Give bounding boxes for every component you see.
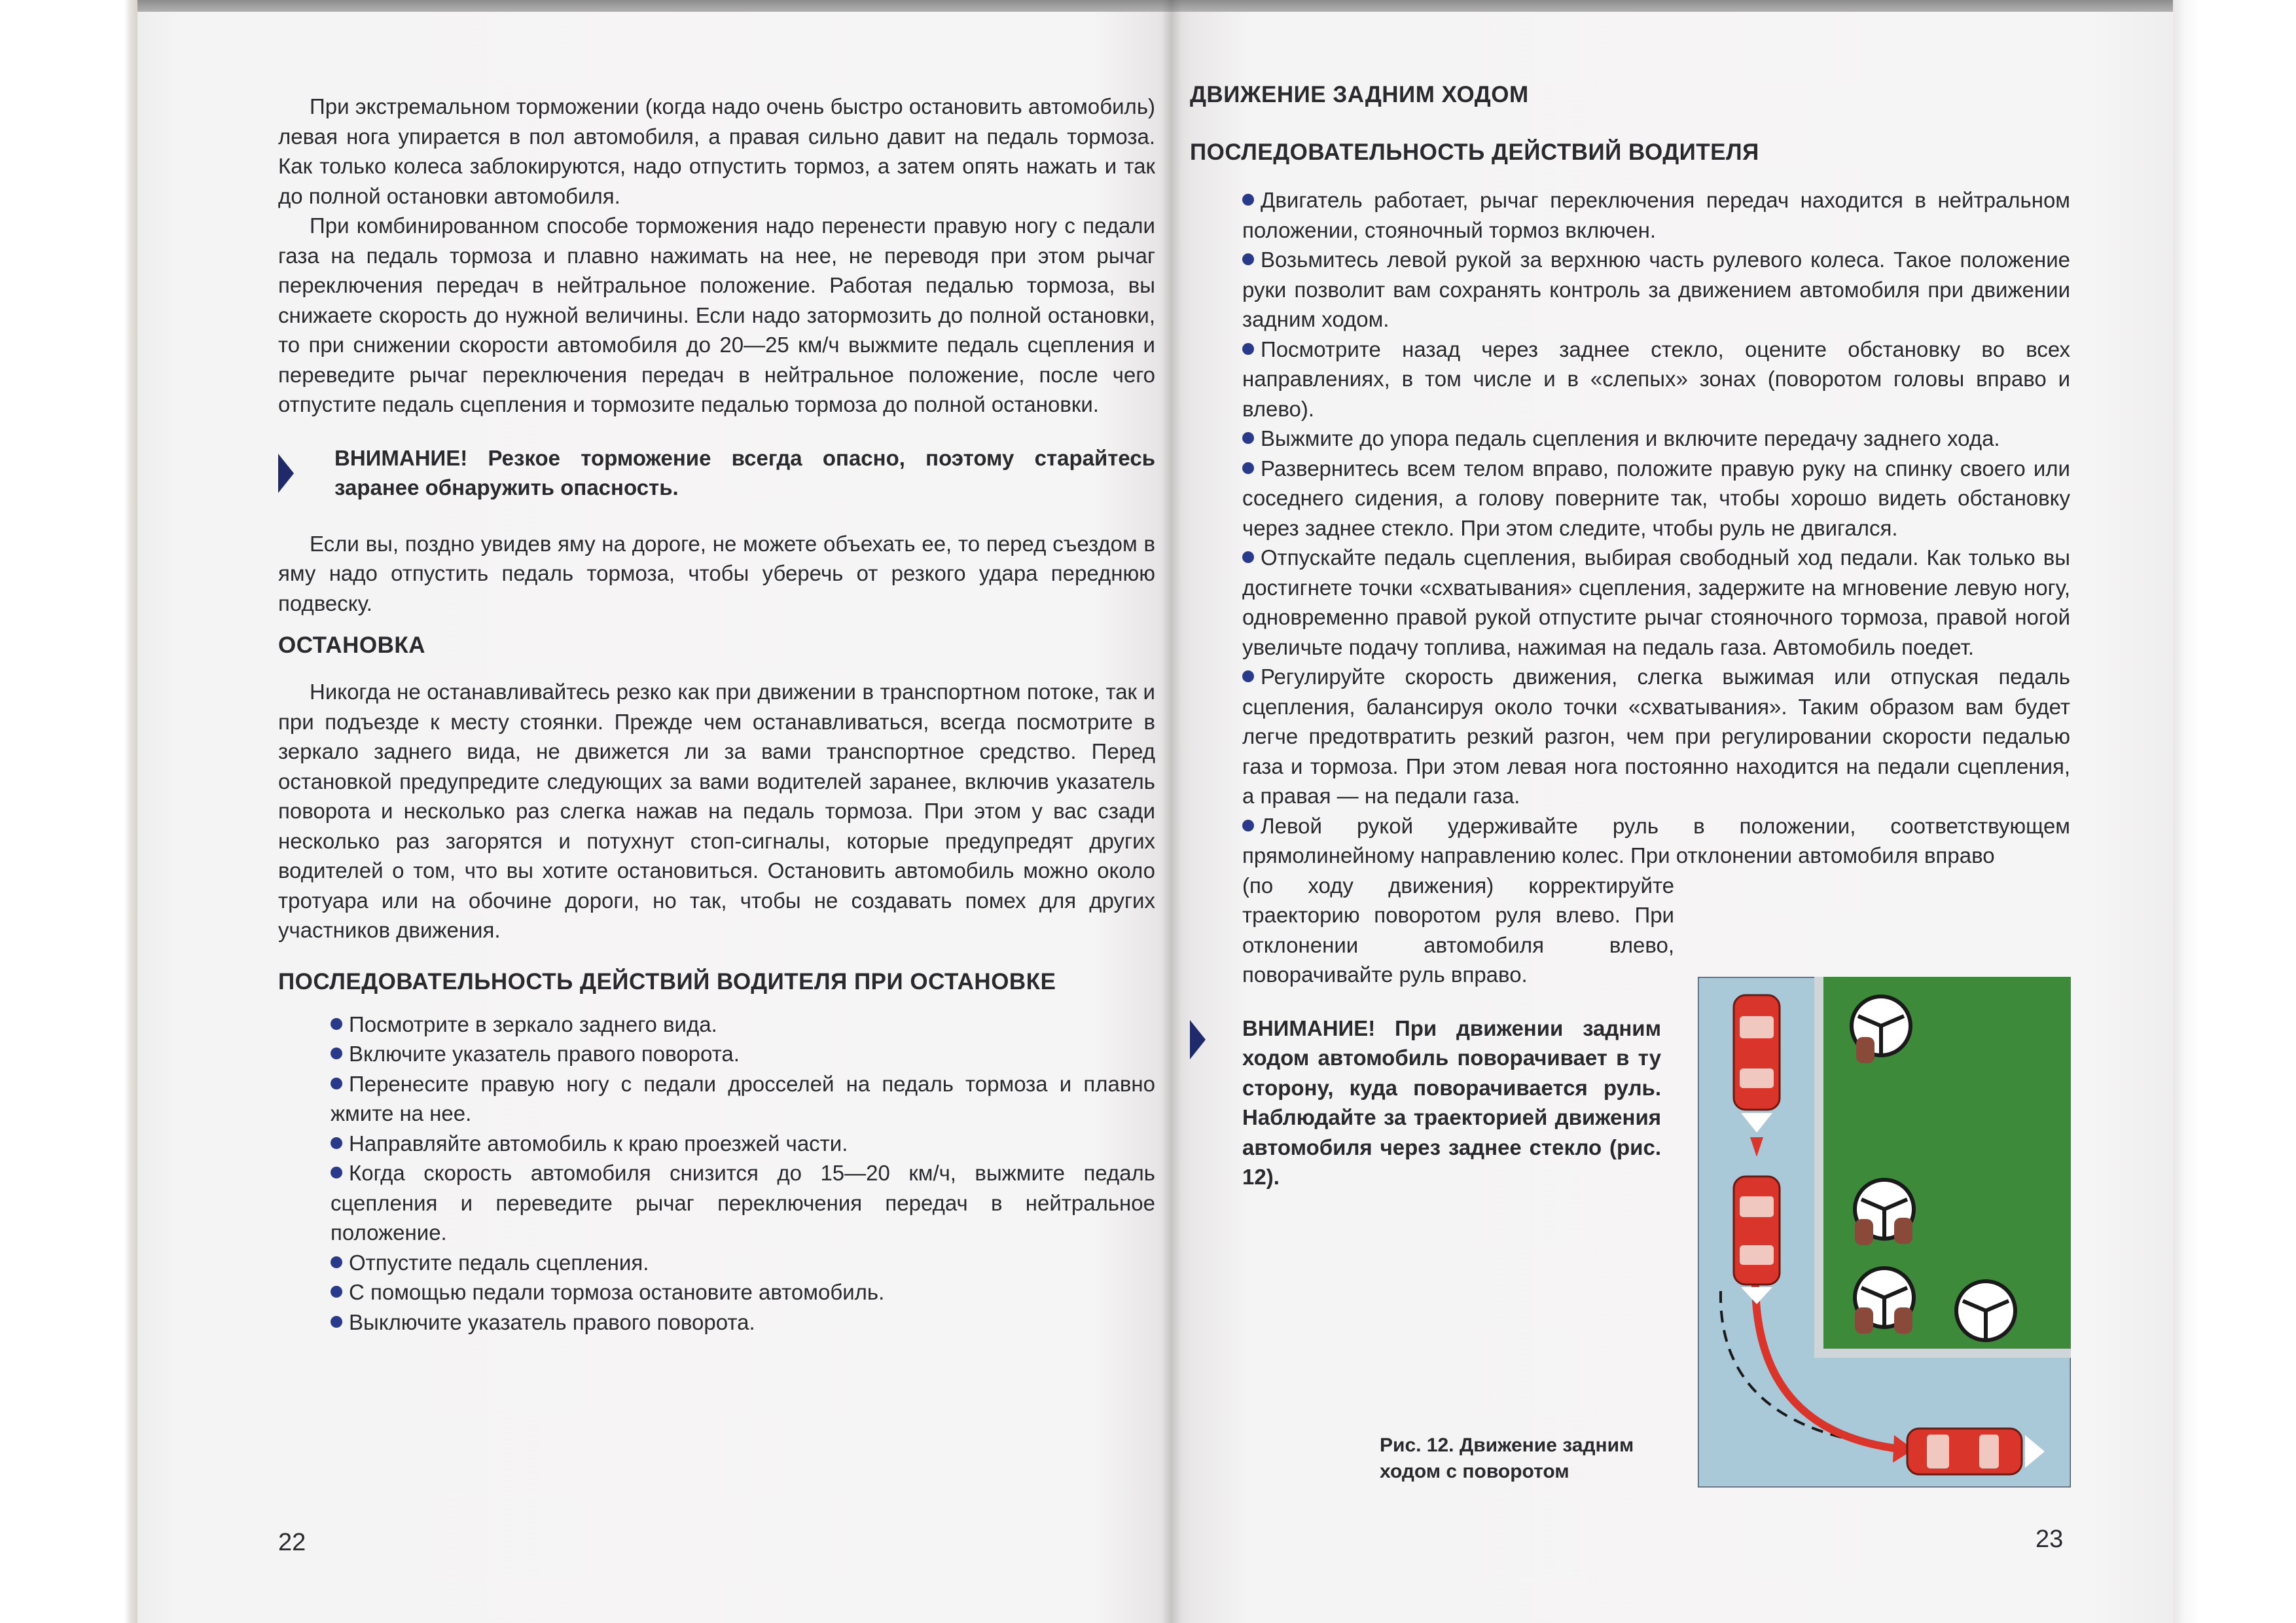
figure-curb-horizontal [1814,1349,2071,1358]
list-item: С помощью педали тормоза остановите автомобиль. [331,1277,1155,1307]
paragraph-extreme-braking: При экстремальном торможении (когда надо очень быстро остановить автомобиль) левая нога упирается в пол автомобиля, а правая сильно давит на педаль тормоза. Как только колеса заблокируются, надо отпустить тормоз, а затем опять нажать и так до полной остановки автомобиля. [278,94,1155,208]
heading-reverse: ДВИЖЕНИЕ ЗАДНИМ ХОДОМ [1190,82,1529,107]
triangle-right-icon [278,454,294,493]
list-item: Левой рукой удерживайте руль в положении, соответствующем прямолинейному направлению колес. При отклонении автомобиля вправо [1242,813,2070,867]
list-item: Когда скорость автомобиля снизится до 15—20 км/ч, выжмите педаль сцепления и переведите рычаг переключения передач в нейтральное положение. [331,1161,1155,1245]
bullet-icon [331,1316,342,1328]
list-item: Отпустите педаль сцепления. [331,1248,1155,1278]
list-item: Посмотрите в зеркало заднего вида. [331,1010,1155,1040]
attention-text-braking: ВНИМАНИЕ! Резкое торможение всегда опасно, поэтому старайтесь заранее обнаружить опасность. [334,445,1155,500]
bullet-icon [331,1137,342,1149]
list-item: Перенесите правую ногу с педали дросселей на педаль тормоза и плавно жмите на нее. [331,1071,1155,1125]
page-number-right: 23 [2036,1525,2064,1553]
figure-caption: Рис. 12. Движение задним ходом с поворотом [1380,1434,1634,1482]
list-item: Двигатель работает, рычаг переключения передач находится в нейтральном положении, стояночный тормоз включен. [1242,188,2070,242]
steering-wheel-icon [1956,1281,2015,1340]
attention-text-reverse: ВНИМАНИЕ! При движении задним ходом автомобиль поворачивает в ту сторону, куда поворачивается руль. Наблюдайте за траекторией движения автомобиля через заднее стекло (рис. 12). [1242,1015,1661,1189]
figure-curb-vertical [1814,977,1823,1358]
list-item: Выключите указатель правого поворота. [331,1307,1155,1338]
triangle-right-icon [1190,1020,1206,1059]
bullet-icon [1242,253,1254,265]
heading-stop: ОСТАНОВКА [278,632,425,658]
bullet-icon [1242,551,1254,563]
scan-top-shadow [137,0,2173,13]
paragraph-stop: Никогда не останавливайтесь резко как при движении в транспортном потоке, так и при подъезде к месту стоянки. Прежде чем останавливаться, всегда посмотрите в зеркало заднего вида, не движется ли за вами транспортное средство. Перед остановкой предупредите следующих за вами водителей заранее, включив указатель поворота и несколько раз слегка нажав на педаль тормоза. При этом у вас сзади несколько раз загорятся и потухнут стоп-сигналы, которые предупредят других водителей о том, что вы хотите остановиться. Остановить автомобиль можно около тротуара или на обочине дороги, но так, чтобы не создавать помех для других участников движения. [278,680,1155,942]
left-page-column [278,92,1155,1337]
list-item: Посмотрите назад через заднее стекло, оцените обстановку во всех направлениях, в том числе и в «слепых» зонах (поворотом головы вправо и влево). [1242,337,2070,421]
list-item: Выжмите до упора педаль сцепления и включите передачу заднего хода. [1242,424,2070,454]
paragraph-pit: Если вы, поздно увидев яму на дороге, не можете объехать ее, то перед съездом в яму надо отпустить педаль тормоза, чтобы уберечь от резкого удара переднюю подвеску. [278,531,1155,615]
heading-reverse-sequence: ПОСЛЕДОВАТЕЛЬНОСТЬ ДЕЙСТВИЙ ВОДИТЕЛЯ [1190,139,1759,165]
figure-reverse-turn-illustration [1698,977,2071,1487]
page-number-left: 22 [278,1529,306,1556]
list-item: Направляйте автомобиль к краю проезжей части. [331,1129,1155,1159]
bullet-icon [331,1256,342,1268]
list-item: Развернитесь всем телом вправо, положите правую руку на спинку своего или соседнего сидения, а голову поверните так, чтобы хорошо видеть обстановку через заднее стекло. При этом следите, чтобы руль не двигался. [1242,456,2070,540]
book-right-edge [2173,0,2296,1623]
reverse-steps-list [1190,185,2070,871]
bullet-icon [1242,820,1254,831]
bullet-icon [331,1048,342,1059]
list-item: Отпускайте педаль сцепления, выбирая свободный ход педали. Как только вы достигнете точки «схватывания» сцепления, задержите на мгновение левую ногу, одновременно правой рукой отпустите рычаг стояночного тормоза, правой ногой увеличьте подачу топлива, нажимая на педаль газа. Автомобиль поедет. [1242,545,2070,659]
attention-block-braking [278,443,1155,503]
bullet-icon [1242,462,1254,474]
bullet-icon [331,1078,342,1089]
list-item: Возьмитесь левой рукой за верхнюю часть рулевого колеса. Такое положение руки позволит вам сохранять контроль за движением автомобиля при движении задним ходом. [1242,247,2070,331]
book-left-edge [0,0,137,1623]
bullet-icon [331,1018,342,1030]
bullet-icon [1242,432,1254,444]
attention-block-reverse [1190,1013,1661,1192]
bullet-icon [1242,343,1254,355]
stop-steps-list [278,1010,1155,1338]
bullet-icon [1242,670,1254,682]
last-step-continuation: (по ходу движения) корректируйте траекторию поворотом руля влево. При отклонении автомобиля влево, поворачивайте руль вправо. [1242,873,1674,987]
book-gutter [1162,0,1181,1623]
list-item: Регулируйте скорость движения, слегка выжимая или отпуская педаль сцепления, балансируя около точки «схватывания». Таким образом вам будет легче предотвратить резкий разгон, чем при регулировании скорости педалью газа и тормоза. При этом левая нога постоянно находится на педали сцепления, а правая — на педали газа. [1242,665,2070,808]
bullet-icon [331,1167,342,1178]
paragraph-combined-braking: При комбинированном способе торможения надо перенести правую ногу с педали газа на педаль тормоза и плавно нажимать на нее, не переводя при этом рычаг переключения передач в нейтральное положение. Работая педалью тормоза, вы снижаете скорость до нужной величины. Если надо затормозить до полной остановки, то при снижении скорости автомобиля до 20—25 км/ч выжмите педаль сцепления и переведите рычаг переключения передач в нейтральное положение, после чего отпустите педаль сцепления и тормозите педалью тормоза до полной остановки. [278,213,1155,416]
bullet-icon [1242,194,1254,206]
bullet-icon [331,1286,342,1298]
heading-stop-sequence: ПОСЛЕДОВАТЕЛЬНОСТЬ ДЕЙСТВИЙ ВОДИТЕЛЯ ПРИ ОСТАНОВКЕ [278,968,1056,994]
list-item: Включите указатель правого поворота. [331,1039,1155,1069]
